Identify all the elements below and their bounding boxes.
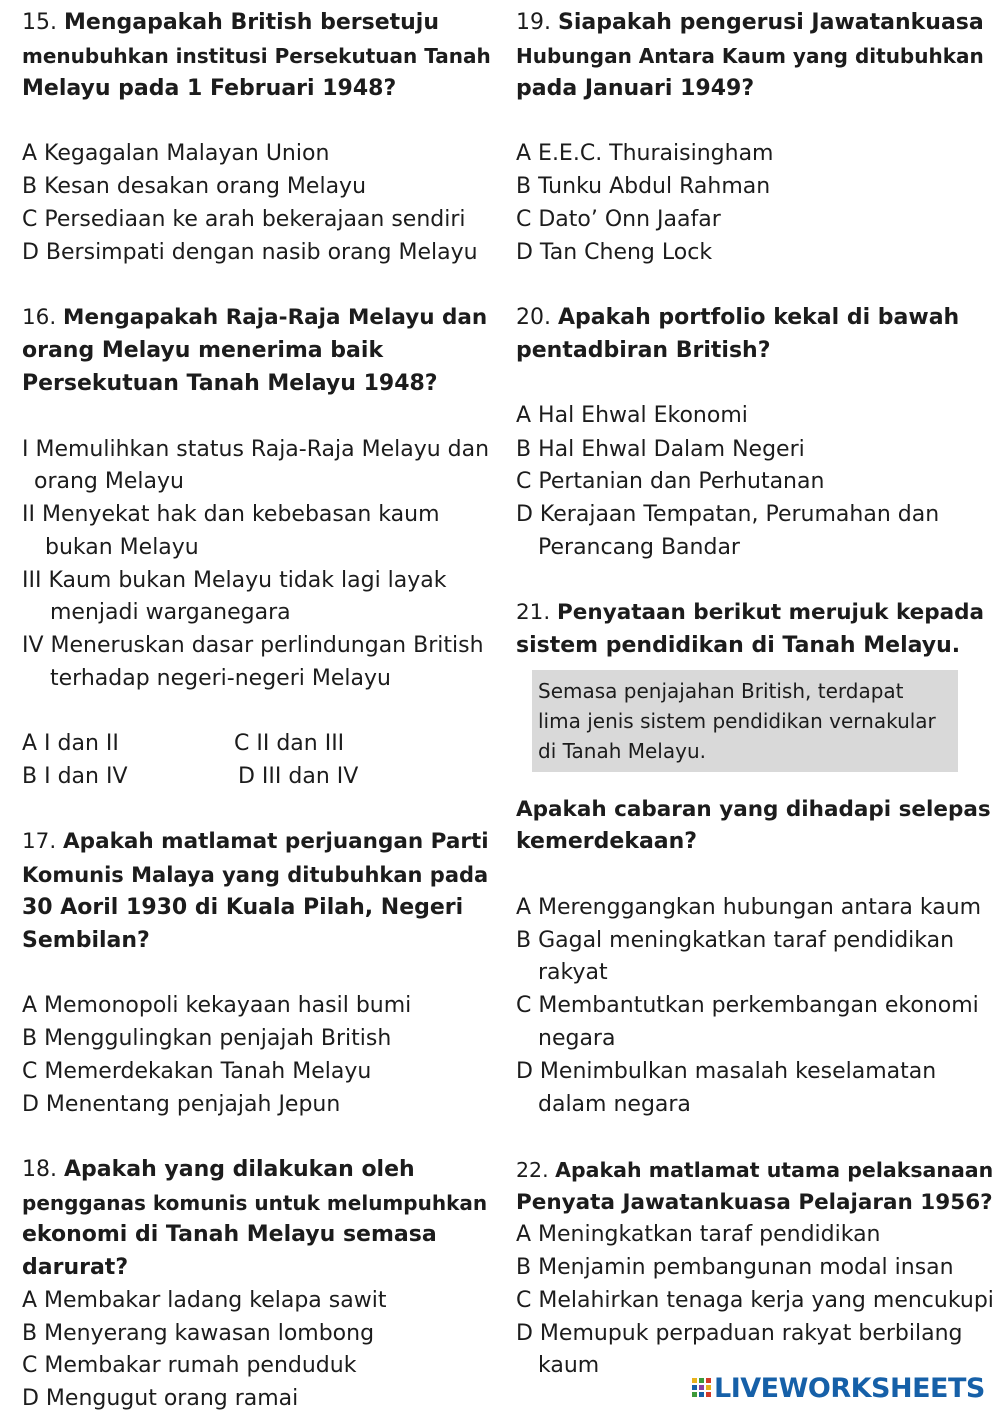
- q18-number: 18.: [22, 1157, 57, 1182]
- q18-option-d[interactable]: D Mengugut orang ramai: [22, 1386, 299, 1411]
- q15-question: menubuhkan institusi Persekutuan Tanah: [22, 44, 491, 68]
- q17-line-1: [22, 826, 489, 858]
- q16-statement-ii: bukan Melayu: [45, 535, 199, 560]
- q18-question: Apakah yang dilakukan oleh: [64, 1157, 415, 1182]
- q19-number: 19.: [516, 10, 551, 35]
- q18-line-1: [22, 1154, 415, 1186]
- q22-option-d[interactable]: kaum: [538, 1353, 600, 1378]
- q21-option-c[interactable]: C Membantutkan perkembangan ekonomi: [516, 993, 979, 1018]
- q16-question: orang Melayu menerima baik: [22, 338, 384, 363]
- q16-question: Mengapakah Raja-Raja Melayu dan: [63, 305, 488, 330]
- q16-option-a[interactable]: A I dan II: [22, 731, 119, 756]
- q18-question: ekonomi di Tanah Melayu semasa: [22, 1222, 437, 1247]
- q21-sub-question: kemerdekaan?: [516, 829, 698, 854]
- q17-option-a[interactable]: A Memonopoli kekayaan hasil bumi: [22, 993, 412, 1018]
- q22-option-c[interactable]: C Melahirkan tenaga kerja yang mencukupi: [516, 1288, 994, 1313]
- q15-question: Melayu pada 1 Februari 1948?: [22, 76, 397, 101]
- q16-statement-iv: terhadap negeri-negeri Melayu: [50, 666, 391, 691]
- q20-option-c[interactable]: C Pertanian dan Perhutanan: [516, 469, 825, 494]
- q17-question: 30 Aoril 1930 di Kuala Pilah, Negeri: [22, 895, 464, 920]
- q17-question: Sembilan?: [22, 928, 150, 953]
- q21-number: 21.: [516, 600, 551, 625]
- q17-number: 17.: [22, 829, 57, 854]
- q17-question: Komunis Malaya yang ditubuhkan pada: [22, 863, 489, 887]
- q22-line-1: [516, 1154, 993, 1186]
- q21-line-1: [516, 597, 984, 629]
- q20-option-a[interactable]: A Hal Ehwal Ekonomi: [516, 403, 748, 428]
- q22-option-b[interactable]: B Menjamin pembangunan modal insan: [516, 1255, 954, 1280]
- q22-question: Apakah matlamat utama pelaksanaan: [555, 1158, 994, 1182]
- q22-question: Penyata Jawatankuasa Pelajaran 1956?: [516, 1190, 993, 1215]
- q21-option-b[interactable]: rakyat: [538, 960, 608, 985]
- q20-line-1: [516, 302, 959, 334]
- q21-option-a[interactable]: A Merenggangkan hubungan antara kaum: [516, 895, 982, 920]
- q15-option-b[interactable]: B Kesan desakan orang Melayu: [22, 174, 367, 199]
- q21-option-b[interactable]: B Gagal meningkatkan taraf pendidikan: [516, 928, 955, 953]
- q21-question: Penyataan berikut merujuk kepada: [557, 600, 985, 625]
- liveworksheets-logo[interactable]: [692, 1373, 985, 1407]
- q16-option-d[interactable]: D III dan IV: [238, 764, 359, 789]
- q15-option-d[interactable]: D Bersimpati dengan nasib orang Melayu: [22, 240, 478, 265]
- liveworksheets-wordmark: LIVEWORKSHEETS: [714, 1373, 985, 1404]
- q20-option-b[interactable]: B Hal Ehwal Dalam Negeri: [516, 437, 805, 462]
- q16-question: Persekutuan Tanah Melayu 1948?: [22, 371, 438, 396]
- q21-stimulus-text: Semasa penjajahan British, terdapat: [538, 679, 904, 703]
- q15-number: 15.: [22, 10, 57, 35]
- q16-option-c[interactable]: C II dan III: [234, 731, 345, 756]
- q21-stimulus-text: di Tanah Melayu.: [538, 739, 706, 763]
- q20-number: 20.: [516, 305, 551, 330]
- q19-option-d[interactable]: D Tan Cheng Lock: [516, 240, 713, 265]
- q18-option-c[interactable]: C Membakar rumah penduduk: [22, 1353, 357, 1378]
- q21-sub-question: Apakah cabaran yang dihadapi selepas: [516, 797, 991, 822]
- q16-statement-i: I Memulihkan status Raja-Raja Melayu dan: [22, 437, 490, 462]
- q17-option-b[interactable]: B Menggulingkan penjajah British: [22, 1026, 392, 1051]
- q20-question: pentadbiran British?: [516, 338, 771, 363]
- q16-statement-ii: II Menyekat hak dan kebebasan kaum: [22, 502, 440, 527]
- q20-question: Apakah portfolio kekal di bawah: [558, 305, 960, 330]
- q21-option-c[interactable]: negara: [538, 1026, 616, 1051]
- q15-line-1: [22, 7, 439, 39]
- q19-question: pada Januari 1949?: [516, 76, 755, 101]
- q16-option-b[interactable]: B I dan IV: [22, 764, 128, 789]
- q19-question: Siapakah pengerusi Jawatankuasa: [558, 10, 984, 35]
- q20-option-d[interactable]: D Kerajaan Tempatan, Perumahan dan: [516, 502, 940, 527]
- q16-statement-iii: III Kaum bukan Melayu tidak lagi layak: [22, 568, 447, 593]
- q15-option-a[interactable]: A Kegagalan Malayan Union: [22, 141, 330, 166]
- q15-option-c[interactable]: C Persediaan ke arah bekerajaan sendiri: [22, 207, 466, 232]
- q20-option-d[interactable]: Perancang Bandar: [538, 535, 740, 560]
- q19-question: Hubungan Antara Kaum yang ditubuhkan: [516, 44, 984, 68]
- q16-number: 16.: [22, 305, 57, 330]
- q18-option-b[interactable]: B Menyerang kawasan lombong: [22, 1321, 375, 1346]
- q21-question: sistem pendidikan di Tanah Melayu.: [516, 633, 961, 658]
- q21-option-d[interactable]: dalam negara: [538, 1092, 691, 1117]
- q21-stimulus-text: lima jenis sistem pendidikan vernakular: [538, 709, 936, 733]
- liveworksheets-icon: [692, 1378, 712, 1400]
- q19-line-1: [516, 7, 984, 39]
- q17-question: Apakah matlamat perjuangan Parti: [63, 829, 489, 854]
- q19-option-c[interactable]: C Dato’ Onn Jaafar: [516, 207, 721, 232]
- q19-option-a[interactable]: A E.E.C. Thuraisingham: [516, 141, 774, 166]
- q18-question: pengganas komunis untuk melumpuhkan: [22, 1191, 488, 1215]
- q16-statement-i: orang Melayu: [34, 469, 184, 494]
- q22-option-a[interactable]: A Meningkatkan taraf pendidikan: [516, 1222, 881, 1247]
- q21-option-d[interactable]: D Menimbulkan masalah keselamatan: [516, 1059, 937, 1084]
- q17-option-d[interactable]: D Menentang penjajah Jepun: [22, 1092, 341, 1117]
- q22-number: 22.: [516, 1158, 549, 1182]
- q18-question: darurat?: [22, 1255, 129, 1280]
- q16-statement-iv: IV Meneruskan dasar perlindungan British: [22, 633, 484, 658]
- q15-question: Mengapakah British bersetuju: [64, 10, 440, 35]
- q19-option-b[interactable]: B Tunku Abdul Rahman: [516, 174, 771, 199]
- q17-option-c[interactable]: C Memerdekakan Tanah Melayu: [22, 1059, 372, 1084]
- q18-option-a[interactable]: A Membakar ladang kelapa sawit: [22, 1288, 387, 1313]
- q16-statement-iii: menjadi warganegara: [50, 600, 291, 625]
- q22-option-d[interactable]: D Memupuk perpaduan rakyat berbilang: [516, 1321, 963, 1346]
- q16-line-1: [22, 302, 487, 334]
